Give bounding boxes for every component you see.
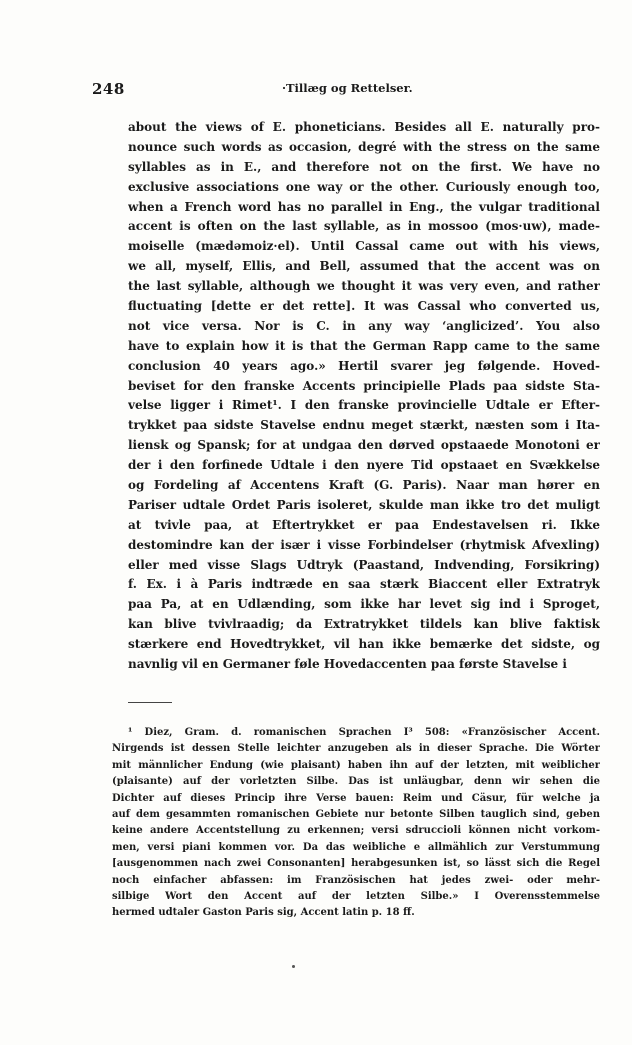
text-line: fluctuating [dette er det rette]. It was Cassal who converted us, [128,299,600,314]
text-line: liensk og Spansk; for at undgaa den dørved opstaaede Monotoni er [128,438,600,453]
footnote-line: hermed udtaler Gaston Paris sig, Accent latin p. 18 ff. [112,907,415,919]
text-line: trykket paa sidste Stavelse endnu meget stærkt, næsten som i Ita- [128,418,600,433]
footnote-line: Dichter auf dieses Princip ihre Verse bauen: Reim und Cäsur, für welche ja [112,792,600,804]
text-line: exclusive associations one way or the other. Curiously enough too, [128,179,600,194]
text-line: Pariser udtale Ordet Paris isoleret, skulde man ikke tro det muligt [128,497,600,512]
text-line: paa Pa, at en Udlænding, som ikke har levet sig ind i Sproget, [128,597,600,612]
text-line: at tvivle paa, at Eftertrykket er paa Endestavelsen ri. Ikke [128,517,600,532]
text-line: accent is often on the last syllable, as in mossoo (mos·uw), made- [128,219,600,234]
text-line: have to explain how it is that the German Rapp came to the same [128,338,600,353]
footnote-line: silbige Wort den Accent auf der letzten Silbe.» I Overensstemmelse [112,890,600,902]
running-head: ·Tillæg og Rettelser. [282,81,413,95]
page-header [92,80,522,100]
footnote-line: ¹ Diez, Gram. d. romanischen Sprachen I³ 508: «Französischer Accent. [128,727,600,738]
footnote-line: men, versi piani kommen vor. Da das weibliche e allmählich zur Verstummung [112,841,600,853]
text-line: syllables as in E., and therefore not on the first. We have no [128,159,600,174]
footnote-line: auf dem gesammten romanischen Gebiete nur betonte Silben tauglich sind, geben [112,808,600,820]
text-line: og Fordeling af Accentens Kraft (G. Paris). Naar man hører en [128,478,600,493]
text-line: nounce such words as occasion, degré with the stress on the same [128,139,600,154]
text-line: stærkere end Hovedtrykket, vil han ikke bemærke det sidste, og [128,637,600,652]
footnotes [112,725,600,922]
text-line: we all, myself, Ellis, and Bell, assumed that the accent was on [128,259,600,274]
text-line: the last syllable, although we thought it was very even, and rather [128,279,600,294]
footnote-line: Nirgends ist dessen Stelle leichter anzugeben als in dieser Sprache. Die Wörter [112,743,600,755]
text-line: beviset for den franske Accents principielle Plads paa sidste Sta- [128,378,600,393]
text-line: f. Ex. i à Paris indtræde en saa stærk Biaccent eller Extratryk [128,577,600,592]
footnote-line: [ausgenommen nach zwei Consonanten] herabgesunken ist, so lässt sich die Regel [112,858,600,870]
text-line: conclusion 40 years ago.» Hertil svarer jeg følgende. Hoved- [128,358,600,373]
footnote-separator [128,702,172,703]
footnote-line: (plaisante) auf der vorletzten Silbe. Das ist unläugbar, denn wir sehen die [112,776,600,788]
text-line: kan blive tvivlraadig; da Extratrykket tildels kan blive faktisk [128,617,600,632]
text-line: not vice versa. Nor is C. in any way ‘anglicized’. You also [128,318,600,333]
footnote-line: keine andere Accentstellung zu erkennen; versi sdruccioli können nicht vorkom- [112,825,600,837]
text-line: moiselle (mædəmoiz·el). Until Cassal came out with his views, [128,239,600,254]
page-number: 248 [92,80,125,98]
text-line: navnlig vil en Germaner føle Hovedaccenten paa første Stavelse i [128,657,567,672]
text-line: about the views of E. phoneticians. Besides all E. naturally pro- [128,120,600,134]
main-text [128,118,600,675]
text-line: der i den forfinede Udtale i den nyere Tid opstaaet en Svækkelse [128,458,600,473]
text-line: eller med visse Slags Udtryk (Paastand, Indvending, Forsikring) [128,557,600,572]
footnote-line: noch einfacher abfassen: im Französischen hat jedes zwei- oder mehr- [112,874,600,886]
print-speck [292,965,295,968]
text-line: destomindre kan der især i visse Forbindelser (rhytmisk Afvexling) [128,537,600,552]
text-line: when a French word has no parallel in Eng., the vulgar traditional [128,199,600,214]
footnote-line: mit männlicher Endung (wie plaisant) haben ihn auf der letzten, mit weiblicher [112,759,600,771]
text-line: velse ligger i Rimet¹. I den franske provincielle Udtale er Efter- [128,398,600,413]
